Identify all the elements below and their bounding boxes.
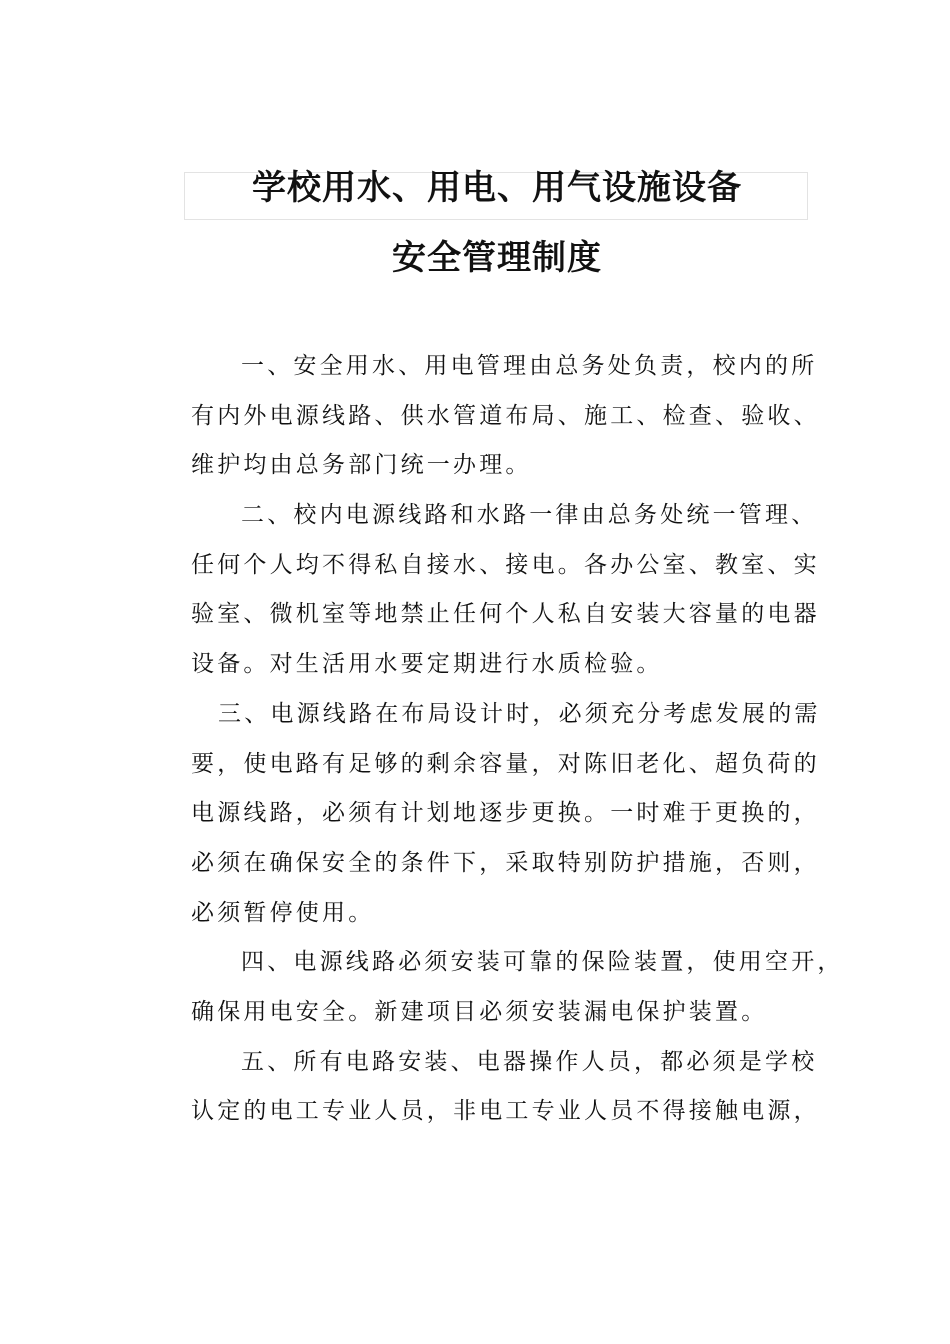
body-line: 电源线路，必须有计划地逐步更换。一时难于更换的， [191, 800, 820, 827]
body-line: 设备。对生活用水要定期进行水质检验。 [191, 651, 663, 678]
body-line: 任何个人均不得私自接水、接电。各办公室、教室、实 [191, 551, 820, 578]
body-line: 必须在确保安全的条件下，采取特别防护措施，否则， [191, 849, 820, 876]
body-line: 验室、微机室等地禁止任何个人私自安装大容量的电器 [191, 601, 820, 628]
body-line: 确保用电安全。新建项目必须安装漏电保护装置。 [191, 998, 768, 1025]
body-line: 有内外电源线路、供水管道布局、施工、检查、验收、 [191, 402, 820, 429]
body-line: 一、安全用水、用电管理由总务处负责，校内的所 [241, 353, 818, 379]
body-line: 要，使电路有足够的剩余容量，对陈旧老化、超负荷的 [191, 750, 820, 777]
body-line: 五、所有电路安装、电器操作人员，都必须是学校 [241, 1048, 818, 1075]
body-line: 四、电源线路必须安装可靠的保险装置，使用空开， [241, 949, 844, 976]
document-body [191, 342, 844, 1137]
body-line: 三、电源线路在布局设计时，必须充分考虑发展的需 [218, 700, 821, 727]
body-line: 维护均由总务部门统一办理。 [191, 452, 532, 479]
document-title-line-2: 安全管理制度 [392, 238, 602, 278]
body-line: 二、校内电源线路和水路一律由总务处统一管理、 [241, 502, 818, 529]
document-title-line-1: 学校用水、用电、用气设施设备 [252, 168, 742, 208]
body-line: 认定的电工专业人员，非电工专业人员不得接触电源， [191, 1098, 820, 1125]
body-line: 必须暂停使用。 [191, 899, 375, 926]
